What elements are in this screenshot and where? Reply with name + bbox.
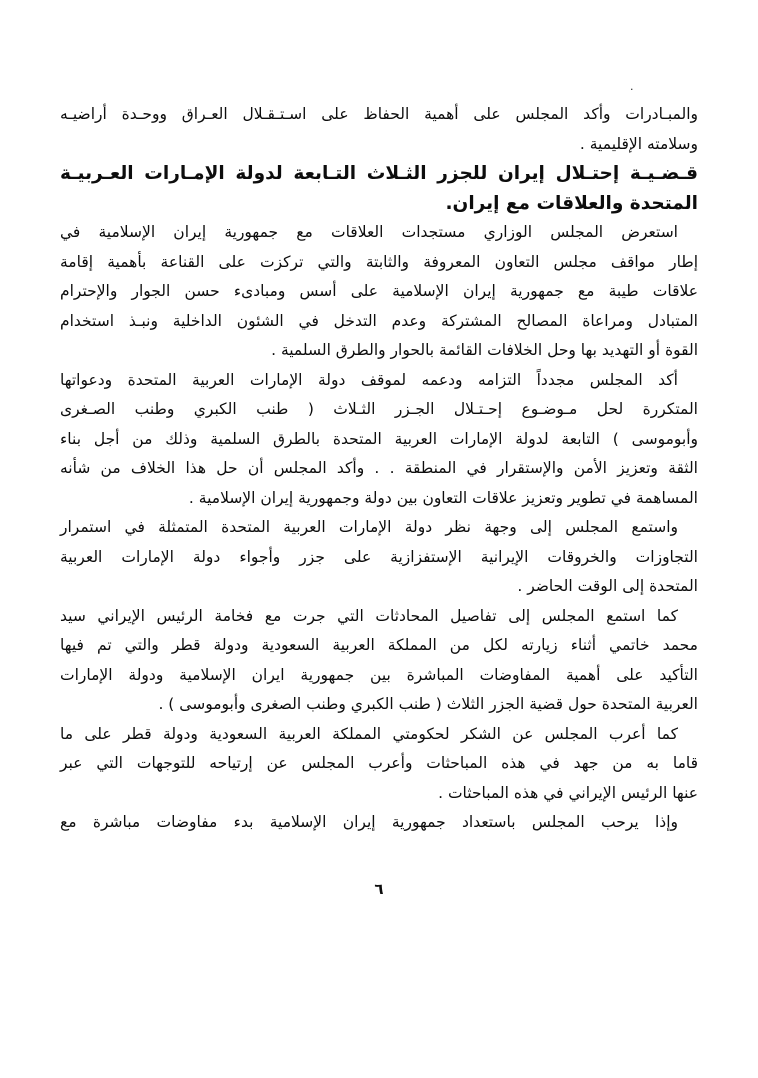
paragraph-line: استعرض المجلس الوزاري مستجدات العلاقات مع جمهورية إيران الإسلامية في — [60, 223, 678, 241]
scan-artifact-dot: . — [630, 80, 634, 93]
paragraph-line: أكد المجلس مجدداً التزامه ودعمه لموقف دولة الإمارات العربية المتحدة ودعواتها — [60, 370, 678, 389]
paragraph-line: المتكررة لحل مـوضـوع إحـتـلال الجـزر الثـلاث ( طنب الكبري وطنب الصـغرى — [60, 400, 698, 418]
document-text — [60, 100, 698, 838]
paragraph-line: علاقات طيبة مع جمهورية إيران الإسلامية على أسس ومبادىء حسن الجوار والإحترام — [60, 282, 698, 300]
paragraph-line: إطار مواقف مجلس التعاون المعروفة والثابتة والتي تركزت على القناعة بأهمية إقامة — [60, 252, 698, 271]
paragraph-line: العربية المتحدة حول قضية الجزر الثلاث ( طنب الكبري وطنب الصغرى وأبوموسى ) . — [158, 695, 698, 713]
paragraph-line: وإذا يرحب المجلس باستعداد جمهورية إيران الإسلامية بدء مفاوضات مباشرة مع — [60, 813, 678, 831]
paragraph-line: التأكيد على أهمية المفاوضات المباشرة بين جمهورية ايران الإسلامية ودولة الإمارات — [60, 665, 698, 684]
continuation-line: والمبـادرات وأكد المجلس على أهمية الحفاظ على اسـتـقـلال العـراق ووحـدة أراضيـه — [60, 105, 698, 123]
paragraph-line: كما أعرب المجلس عن الشكر لحكومتي المملكة العربية السعودية ودولة قطر على ما — [60, 724, 678, 743]
paragraph-line: المتبادل ومراعاة المصالح المشتركة وعدم التدخل في الشئون الداخلية ونبـذ استخدام — [60, 311, 698, 330]
paragraph-line: واستمع المجلس إلى وجهة نظر دولة الإمارات العربية المتحدة المتمثلة في استمرار — [60, 518, 678, 536]
paragraph-line: عنها الرئيس الإيراني في هذه المباحثات . — [438, 783, 698, 802]
paragraph-line: كما استمع المجلس إلى تفاصيل المحادثات التي جرت مع فخامة الرئيس الإيراني سيد — [60, 606, 678, 625]
paragraph-line: المتحدة إلى الوقت الحاضر . — [517, 577, 698, 595]
paragraph-line: الثقة وتعزيز الأمن والإستقرار في المنطقة . . وأكد المجلس أن حل هذا الخلاف من شأنه — [60, 459, 698, 477]
paragraph-line: المساهمة في تطوير وتعزيز علاقات التعاون بين دولة وجمهورية إيران الإسلامية . — [188, 488, 698, 507]
paragraph-line: قاما به من جهد في هذه المباحثات وأعرب المجلس عن إرتياحه للتوجهات التي عبر — [60, 754, 698, 772]
section-heading-line: قـضـيـة إحتـلال إيران للجزر الثـلاث التـابعة لدولة الإمـارات العـربيـة — [60, 163, 698, 184]
paragraph-line: محمد خاتمي أثناء زيارته لكل من المملكة العربية السعودية ودولة قطر والتي تم فيها — [60, 636, 698, 654]
page-number: ٦ — [374, 880, 384, 898]
paragraph-line: القوة أو التهديد بها وحل الخلافات القائمة بالحوار والطرق السلمية . — [271, 341, 698, 359]
paragraph-line: التجاوزات والخروقات الإيرانية الإستفزازية على جزر وأجواء دولة الإمارات العربية — [60, 547, 698, 566]
section-heading-line: المتحدة والعلاقات مع إيران. — [445, 192, 698, 214]
paragraph-line: وأبوموسى ) التابعة لدولة الإمارات العربية المتحدة بالطرق السلمية وذلك من أجل بناء — [60, 429, 698, 448]
continuation-line: وسلامته الإقليمية . — [579, 134, 698, 153]
